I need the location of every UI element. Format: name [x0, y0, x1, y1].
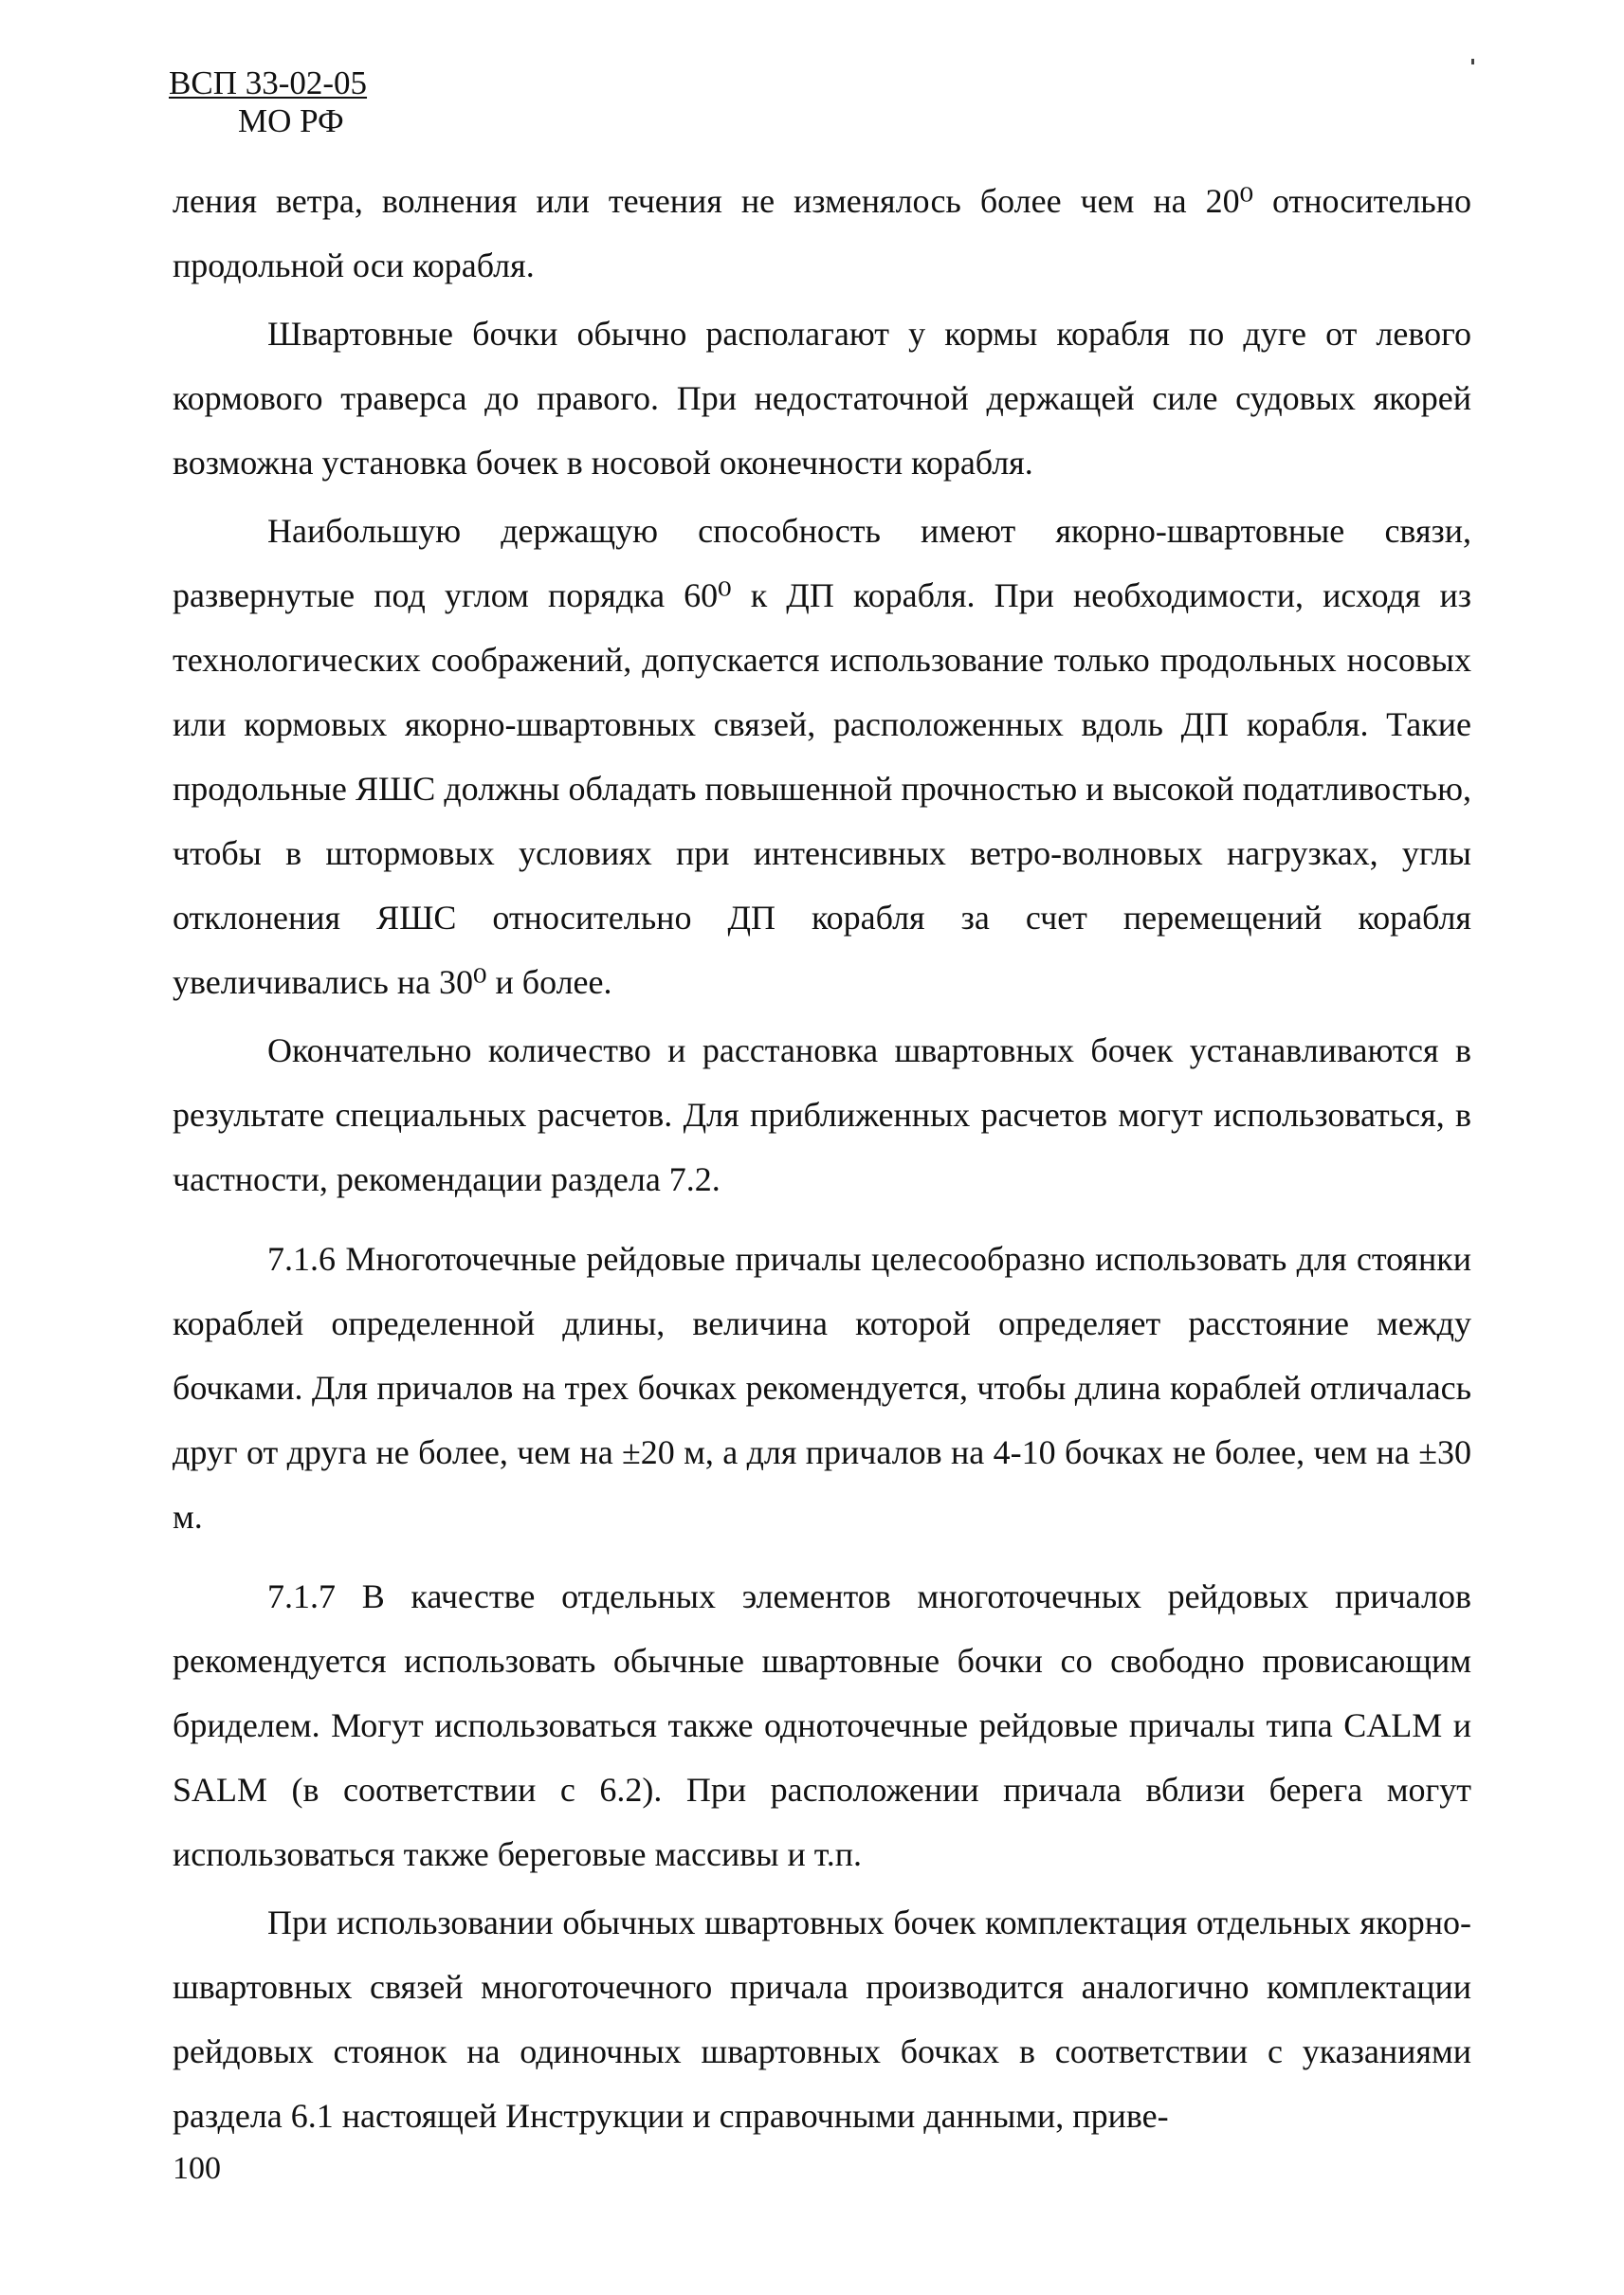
paragraph: Окончательно количество и расстановка швартовных бочек устанавливаются в результате специальных расчетов. Для приближенных расчетов могут использоваться, в частности, рекомендации раздела 7.2. — [173, 1031, 1471, 1198]
page-number: 100 — [173, 2151, 221, 2186]
document-organization: МО РФ — [238, 102, 344, 139]
body-text — [173, 169, 1471, 2148]
paragraph: При использовании обычных швартовных бочек комплектация отдельных якорно-швартовных связей многоточечного причала производится аналогично комплектации рейдовых стоянок на одиночных швартовных бочках в соответствии с указаниями раздела 6.1 настоящей Инструкции и справочными данными, приве- — [173, 1903, 1471, 2135]
paragraph-7-1-6: 7.1.6 Многоточечные рейдовые причалы целесообразно использовать для стоянки кораблей определенной длины, величина которой определяет расстояние между бочками. Для причалов на трех бочках рекомендуется, чтобы длина кораблей отличалась друг от друга не более, чем на ±20 м, а для причалов на 4-10 бочках не более, чем на ±30 м. — [173, 1240, 1471, 1536]
document-header — [169, 64, 367, 140]
paragraph: Швартовные бочки обычно располагают у кормы корабля по дуге от левого кормового траверса до правого. При недостаточной держащей силе судовых якорей возможна установка бочек в носовой оконечности корабля. — [173, 315, 1471, 482]
paragraph-continuation: ления ветра, волнения или течения не изменялось более чем на 20⁰ относительно продольной оси корабля. — [173, 182, 1471, 284]
paragraph-7-1-7: 7.1.7 В качестве отдельных элементов многоточечных рейдовых причалов рекомендуется использовать обычные швартовные бочки со свободно провисающим бриделем. Могут использоваться также одноточечные рейдовые причалы типа CALM и SALM (в соответствии с 6.2). При расположении причала вблизи берега могут использоваться также береговые массивы и т.п. — [173, 1577, 1471, 1873]
paragraph: Наибольшую держащую способность имеют якорно-швартовные связи, развернутые под углом порядка 60⁰ к ДП корабля. При необходимости, исходя из технологических соображений, допускается использование только продольных носовых или кормовых якорно-швартовных связей, расположенных вдоль ДП корабля. Такие продольные ЯШС должны обладать повышенной прочностью и высокой податливостью, чтобы в штормовых условиях при интенсивных ветро-волновых нагрузках, углы отклонения ЯШС относительно ДП корабля за счет перемещений корабля увеличивались на 30⁰ и более. — [173, 512, 1471, 1001]
scan-speck — [1471, 59, 1474, 64]
document-code: ВСП 33-02-05 — [169, 64, 368, 101]
